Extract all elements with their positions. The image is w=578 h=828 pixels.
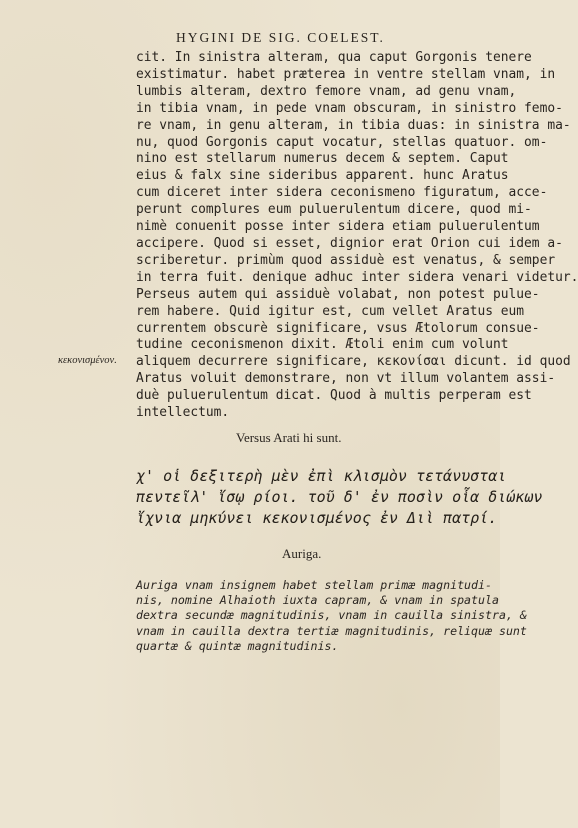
text-line: nimè conuenit posse inter sidera etiam puluerulentum xyxy=(136,219,540,235)
text-line: perunt complures eum puluerulentum dicere, quod mi- xyxy=(136,202,532,218)
text-line: nino est stellarum numerus decem & septem. Caput xyxy=(136,151,509,167)
auriga-text xyxy=(136,578,527,654)
auriga-line: Auriga vnam insignem habet stellam primæ magnitudi- xyxy=(136,578,492,592)
text-line: cit. In sinistra alteram, qua caput Gorgonis tenere xyxy=(136,50,532,65)
auriga-line: nis, nomine Alhaioth iuxta capram, & vnam in spatula xyxy=(136,593,499,608)
margin-note: κεκονισμένον. xyxy=(58,355,117,366)
auriga-line: vnam in cauilla dextra tertiæ magnitudinis, reliquæ sunt xyxy=(136,623,527,638)
text-line: Aratus voluit demonstrare, non vt illum volantem assi- xyxy=(136,371,556,387)
text-line: duè puluerulentum dicat. Quod à multis perperam est xyxy=(136,388,532,404)
text-line: eius & falx sine sideribus apparent. hunc Aratus xyxy=(136,168,509,184)
text-line: in terra fuit. denique adhuc inter sidera venari videtur. xyxy=(136,269,578,285)
greek-verse-line: χ' οἱ δεξιτερὴ μὲν ἐπὶ κλισμὸν τετάνυσται xyxy=(136,467,507,485)
text-line: accipere. Quod si esset, dignior erat Orion cui idem a- xyxy=(136,235,563,251)
text-line: re vnam, in genu alteram, in tibia duas: in sinistra ma- xyxy=(136,117,571,133)
text-line: Perseus autem qui assiduè volabat, non potest pulue- xyxy=(136,286,540,302)
auriga-heading: Auriga. xyxy=(282,546,322,561)
auriga-line: quartæ & quintæ magnitudinis. xyxy=(136,638,339,653)
text-line: tudine ceconismenon dixit. Ætoli enim cum volunt xyxy=(136,337,509,353)
text-line: in tibia vnam, in pede vnam obscuram, in sinistro femo- xyxy=(136,100,563,116)
versus-heading: Versus Arati hi sunt. xyxy=(236,430,342,445)
greek-verse-line: πεντεῖλ' ἴσῳ ρίοι. τοῦ δ' ἐν ποσὶν οἷα διώκων xyxy=(136,488,543,506)
text-line: currentem obscurè significare, vsus Ætolorum consue- xyxy=(136,320,540,336)
text-line: nu, quod Gorgonis caput vocatur, stellas quatuor. om- xyxy=(136,134,548,150)
text-line: rem habere. Quid igitur est, cum vellet Aratus eum xyxy=(136,303,525,319)
running-head: HYGINI DE SIG. COELEST. xyxy=(176,30,385,45)
text-line: cum diceret inter sidera ceconismeno figuratum, acce- xyxy=(136,185,548,201)
text-line: lumbis alteram, dextro femore vnam, ad genu vnam, xyxy=(136,83,517,99)
body-text xyxy=(136,50,578,422)
auriga-line: dextra secundæ magnitudinis, vnam in cauilla sinistra, & xyxy=(136,608,527,623)
text-line: existimatur. habet præterea in ventre stellam vnam, in xyxy=(136,66,556,82)
text-line: aliquem decurrere significare, κεκονίσαι dicunt. id quod xyxy=(136,354,571,370)
greek-verse-line: ἴχνια μηκύνει κεκονισμένος ἐν Διὶ πατρί. xyxy=(136,509,498,527)
greek-verses xyxy=(136,466,543,529)
text-line: scriberetur. primùm quod assiduè est venatus, & semper xyxy=(136,252,556,268)
text-line: intellectum. xyxy=(136,405,230,421)
